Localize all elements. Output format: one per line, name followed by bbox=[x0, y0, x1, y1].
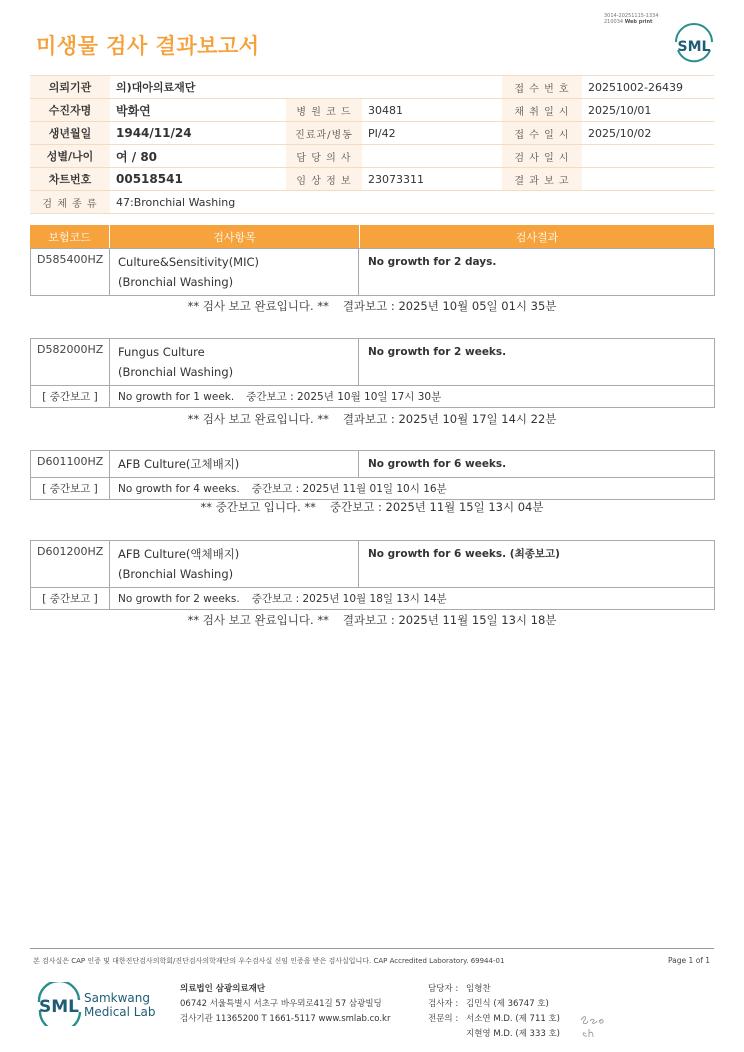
interim-row bbox=[31, 386, 714, 407]
test-summary: ** 검사 보고 완료입니다. ** 결과보고 : 2025년 11월 15일 13시 18분 bbox=[187, 613, 557, 627]
interim-label: [ 중간보고 ] bbox=[31, 588, 110, 609]
test-row bbox=[31, 541, 714, 588]
test-item: AFB Culture(액체배지) (Bronchial Washing) bbox=[110, 541, 359, 587]
col-code: 보험코드 bbox=[30, 225, 110, 248]
print-id: 3014-20251115-1334 210034 Web print bbox=[604, 13, 659, 25]
interim-label: [ 중간보고 ] bbox=[31, 478, 110, 499]
col-result: 검사결과 bbox=[515, 230, 559, 244]
sml-logo bbox=[670, 20, 718, 64]
test-item: AFB Culture(고체배지) bbox=[110, 451, 359, 477]
test-summary: ** 중간보고 입니다. ** 중간보고 : 2025년 11월 15일 13시 04분 bbox=[200, 500, 544, 514]
staff-info: 담당자 : 임형찬 검사자 : 김민식 (제 36747 호) 전문의 : 서소연 M.D. (제 711 호) 지현영 M.D. (제 333 호) bbox=[428, 984, 561, 1039]
test-block bbox=[30, 540, 715, 610]
test-code: D582000HZ bbox=[31, 339, 110, 385]
test-block bbox=[30, 450, 715, 500]
test-result: No growth for 2 weeks. bbox=[368, 346, 507, 358]
test-summary: ** 검사 보고 완료입니다. ** 결과보고 : 2025년 10월 17일 14시 22분 bbox=[187, 412, 557, 426]
svg-text:Samkwang: Samkwang bbox=[84, 991, 150, 1005]
test-code: D601200HZ bbox=[31, 541, 110, 587]
test-code: D601100HZ bbox=[31, 451, 110, 477]
interim-result: No growth for 1 week. 중간보고 : 2025년 10월 10일 17시 30분 bbox=[118, 391, 442, 403]
results-header bbox=[30, 225, 714, 248]
test-row bbox=[31, 451, 714, 478]
organization-info: 의료법인 삼광의료재단 06742 서울특별시 서초구 바우뫼로41길 57 삼광빌딩 검사기관 11365200 T 1661-5117 www.smlab.co.kr bbox=[180, 984, 391, 1024]
test-result: No growth for 2 days. bbox=[368, 256, 497, 268]
patient-info-table: 의뢰기관 의)대아의료재단 접 수 번 호 20251002-26439 수진자명 박화연 병 원 코 드 30481 채 취 일 시 2025/10/01 생년월일 1944/11/24 진료과/병동 PI/42 접 수 일 시 2025/10/02 성별/나이 여 / 80 담 당 의 사 검 사 일 시 차트번호 00518541 임 상 정 보 23073311 결 과 보 고 검 체 종 류 47:Bronchial Washing bbox=[30, 75, 714, 214]
test-code: D585400HZ bbox=[31, 249, 110, 295]
interim-label: [ 중간보고 ] bbox=[31, 386, 110, 407]
test-result: No growth for 6 weeks. (최종보고) bbox=[368, 548, 560, 560]
test-item: Culture&Sensitivity(MIC) (Bronchial Washing) bbox=[110, 249, 359, 295]
test-summary: ** 검사 보고 완료입니다. ** 결과보고 : 2025년 10월 05일 01시 35분 bbox=[187, 299, 557, 313]
interim-row bbox=[31, 588, 714, 609]
svg-text:SML: SML bbox=[39, 997, 79, 1017]
test-block bbox=[30, 338, 715, 408]
interim-result: No growth for 2 weeks. 중간보고 : 2025년 10월 18일 13시 14분 bbox=[118, 593, 447, 605]
signature-image bbox=[578, 1012, 608, 1040]
certification-note: 본 검사실은 CAP 인증 및 대한진단검사의학회/진단검사의학재단의 우수검사실 신임 인증을 받은 검사실입니다. CAP Accredited Laboratory. 69944-01 bbox=[33, 957, 505, 965]
test-block bbox=[30, 248, 715, 296]
col-item: 검사항목 bbox=[110, 225, 360, 248]
footer-divider bbox=[30, 948, 714, 949]
report-title: 미생물 검사 결과보고서 bbox=[36, 34, 260, 58]
svg-text:Medical Lab: Medical Lab bbox=[84, 1005, 156, 1019]
page-number: Page 1 of 1 bbox=[668, 956, 711, 965]
test-result: No growth for 6 weeks. bbox=[368, 458, 507, 470]
test-row bbox=[31, 339, 714, 386]
test-item: Fungus Culture (Bronchial Washing) bbox=[110, 339, 359, 385]
interim-result: No growth for 4 weeks. 중간보고 : 2025년 11월 01일 10시 16분 bbox=[118, 483, 447, 495]
samkwang-logo bbox=[36, 982, 156, 1026]
interim-row bbox=[31, 478, 714, 499]
test-row bbox=[31, 249, 714, 295]
svg-text:SML: SML bbox=[677, 39, 711, 55]
